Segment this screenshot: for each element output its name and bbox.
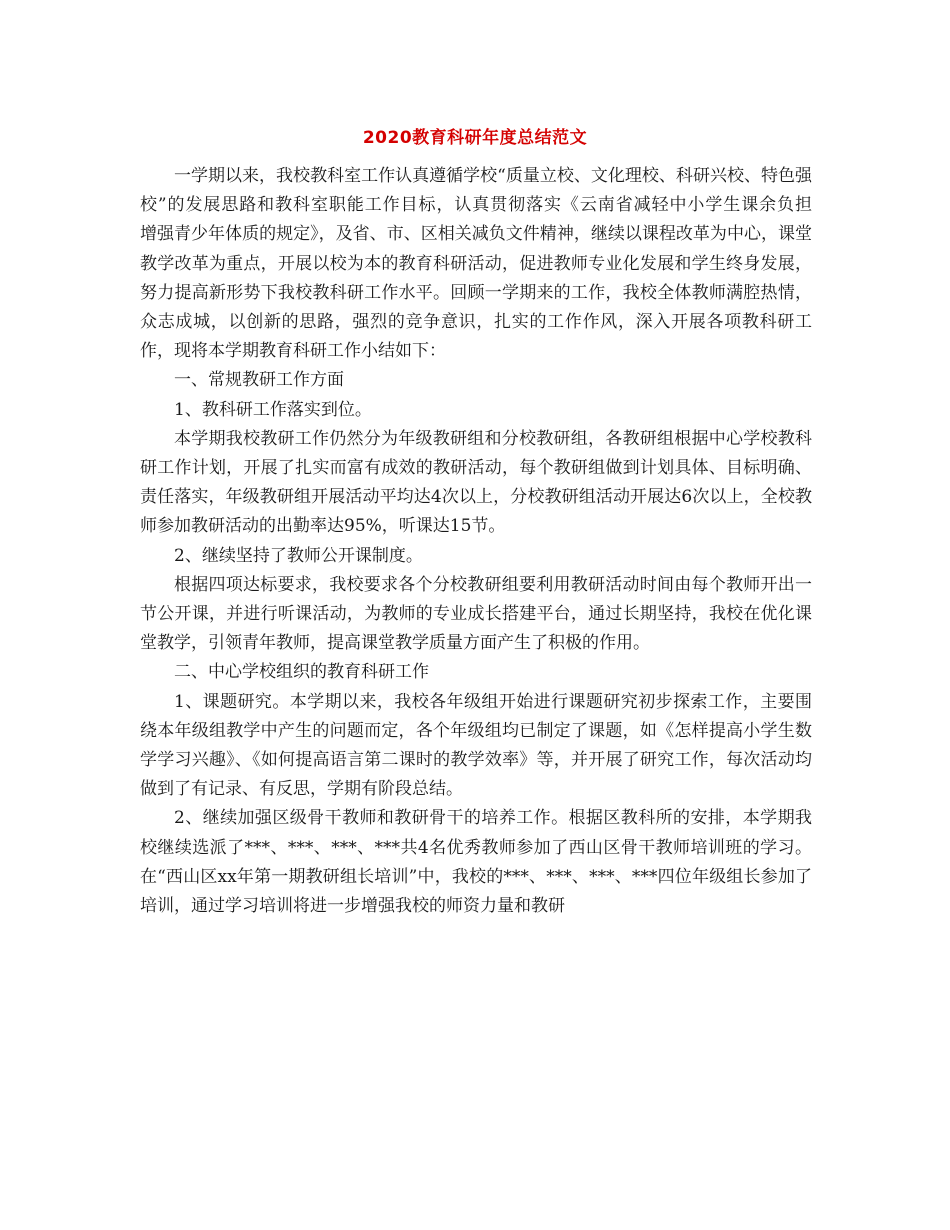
section-heading-central-school: 二、中心学校组织的教育科研工作 — [174, 662, 429, 683]
paragraph-backbone-teachers: 2、继续加强区级骨干教师和教研骨干的培养工作。根据区教科所的安排，本学期我校继续选派了***、***、***、***共4名优秀教师参加了西山区骨干教师培训班的学习。在“西山区xx年第一期教研组长培训”中，我校的***、***、***、***四位年级组长参加了培训，通过学习培训将进一步增强我校的师资力量和教研 — [140, 808, 812, 917]
subheading-open-class: 2、继续坚持了教师公开课制度。 — [174, 545, 423, 566]
section-heading-routine-research: 一、常规教研工作方面 — [174, 370, 344, 391]
paragraph-open-class: 根据四项达标要求，我校要求各个分校教研组要利用教研活动时间由每个教师开出一节公开课，并进行听课活动，为教师的专业成长搭建平台，通过长期坚持，我校在优化课堂教学，引领青年教师，提高课堂教学质量方面产生了积极的作用。 — [140, 574, 812, 654]
document-body — [140, 158, 846, 921]
paragraph-intro: 一学期以来，我校教科室工作认真遵循学校“质量立校、文化理校、科研兴校、特色强校”的发展思路和教科室职能工作目标，认真贯彻落实《云南省减轻中小学生课余负担 增强青少年体质的规定》，及省、市、区相关减负文件精神，继续以课程改革为中心，课堂教学改革为重点，开展以校为本的教育科研活动，促进教师专业化发展和学生终身发展，努力提高新形势下我校教科研工作水平。回顾一学期来的工作，我校全体教师满腔热情，众志成城，以创新的思路，强烈的竞争意识，扎实的工作作风，深入开展各项教科研工作，现将本学期教育科研工作小结如下： — [140, 166, 846, 362]
paragraph-research-groups: 本学期我校教研工作仍然分为年级教研组和分校教研组，各教研组根据中心学校教科研工作计划，开展了扎实而富有成效的教研活动，每个教研组做到计划具体、目标明确、责任落实，年级教研组开展活动平均达4次以上，分校教研组活动开展达6次以上，全校教师参加教研活动的出勤率达95%，听课达15节。 — [140, 428, 812, 537]
paragraph-project-research: 1、课题研究。本学期以来，我校各年级组开始进行课题研究初步探索工作，主要围绕本年级组教学中产生的问题而定，各个年级组均已制定了课题，如《怎样提高小学生数学学习兴趣》、《如何提高语言第二课时的教学效率》等，并开展了研究工作，每次活动均做到了有记录、有反思，学期有阶段总结。 — [140, 691, 812, 800]
document-title: 2020教育科研年度总结范文 — [362, 128, 588, 148]
subheading-implementation: 1、教科研工作落实到位。 — [174, 399, 372, 420]
